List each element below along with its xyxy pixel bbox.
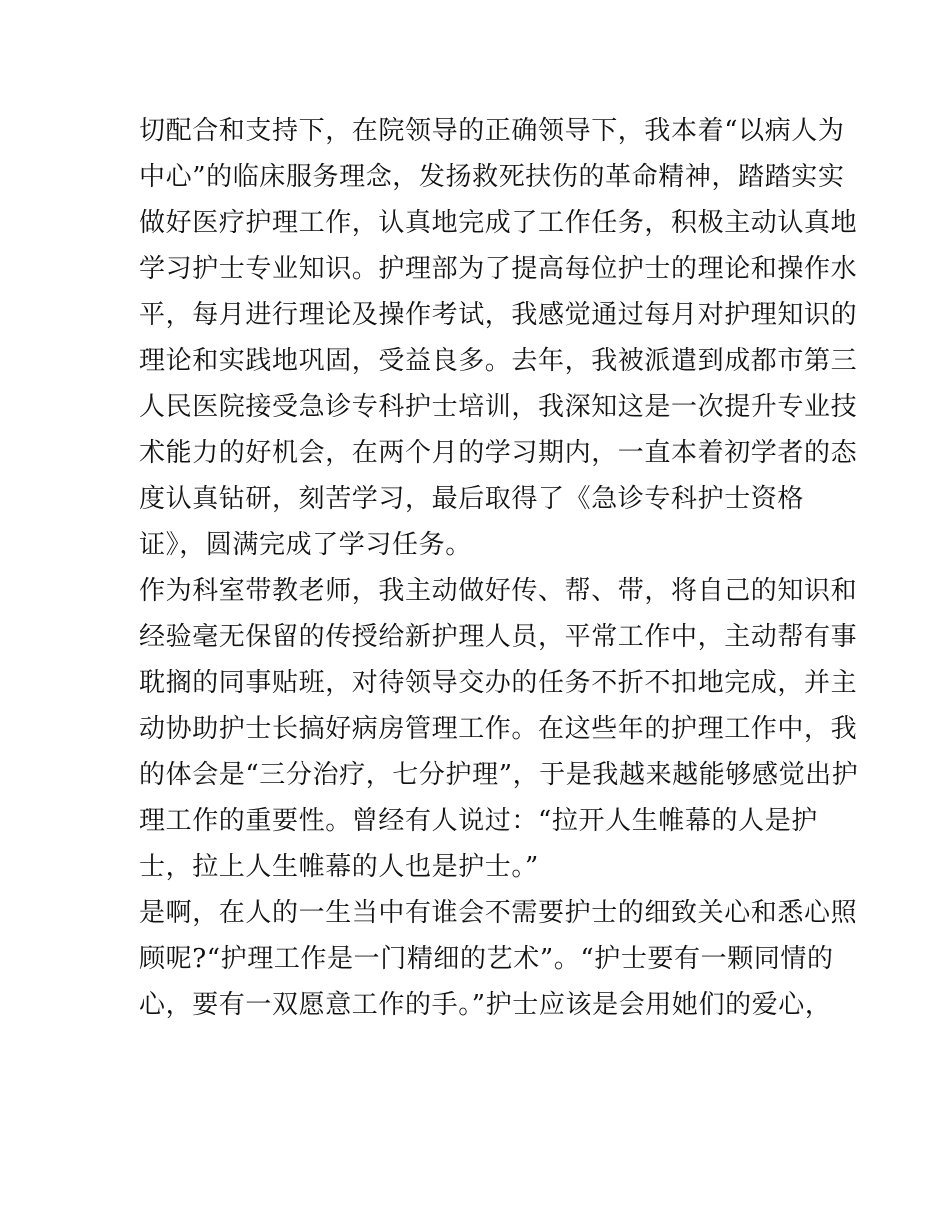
body-text — [139, 108, 859, 1028]
text-line: 人民医院接受急诊专科护士培训，我深知这是一次提升专业技 — [139, 392, 858, 422]
text-line: 动协助护士长搞好病房管理工作。在这些年的护理工作中，我 — [139, 714, 858, 744]
text-line: 术能力的好机会，在两个月的学习期内，一直本着初学者的态 — [139, 438, 858, 468]
text-line: 士，拉上人生帷幕的人也是护士。” — [139, 852, 539, 882]
text-line: 经验毫无保留的传授给新护理人员，平常工作中，主动帮有事 — [139, 622, 858, 652]
text-line: 理论和实践地巩固，受益良多。去年，我被派遣到成都市第三 — [139, 346, 858, 376]
text-line: 的体会是“三分治疗，七分护理”，于是我越来越能够感觉出护 — [139, 760, 859, 790]
text-line: 理工作的重要性。曾经有人说过：“拉开人生帷幕的人是护 — [139, 806, 818, 836]
text-line: 顾呢?“护理工作是一门精细的艺术”。“护士要有一颗同情的 — [139, 944, 834, 974]
text-line: 证》，圆满完成了学习任务。 — [139, 530, 472, 560]
text-line: 做好医疗护理工作，认真地完成了工作任务，积极主动认真地 — [139, 208, 858, 238]
text-line: 作为科室带教老师，我主动做好传、帮、带，将自己的知识和 — [139, 576, 858, 606]
text-line: 切配合和支持下，在院领导的正确领导下，我本着“以病人为 — [139, 116, 845, 146]
text-line: 度认真钻研，刻苦学习，最后取得了《急诊专科护士资格 — [139, 484, 805, 514]
text-line: 中心”的临床服务理念，发扬救死扶伤的革命精神，踏踏实实 — [139, 162, 845, 192]
text-line: 耽搁的同事贴班，对待领导交办的任务不折不扣地完成，并主 — [139, 668, 858, 698]
text-line: 学习护士专业知识。护理部为了提高每位护士的理论和操作水 — [139, 254, 858, 284]
text-line: 是啊，在人的一生当中有谁会不需要护士的细致关心和悉心照 — [139, 898, 858, 928]
text-line: 心，要有一双愿意工作的手。”护士应该是会用她们的爱心， — [139, 990, 832, 1020]
text-line: 平，每月进行理论及操作考试，我感觉通过每月对护理知识的 — [139, 300, 858, 330]
